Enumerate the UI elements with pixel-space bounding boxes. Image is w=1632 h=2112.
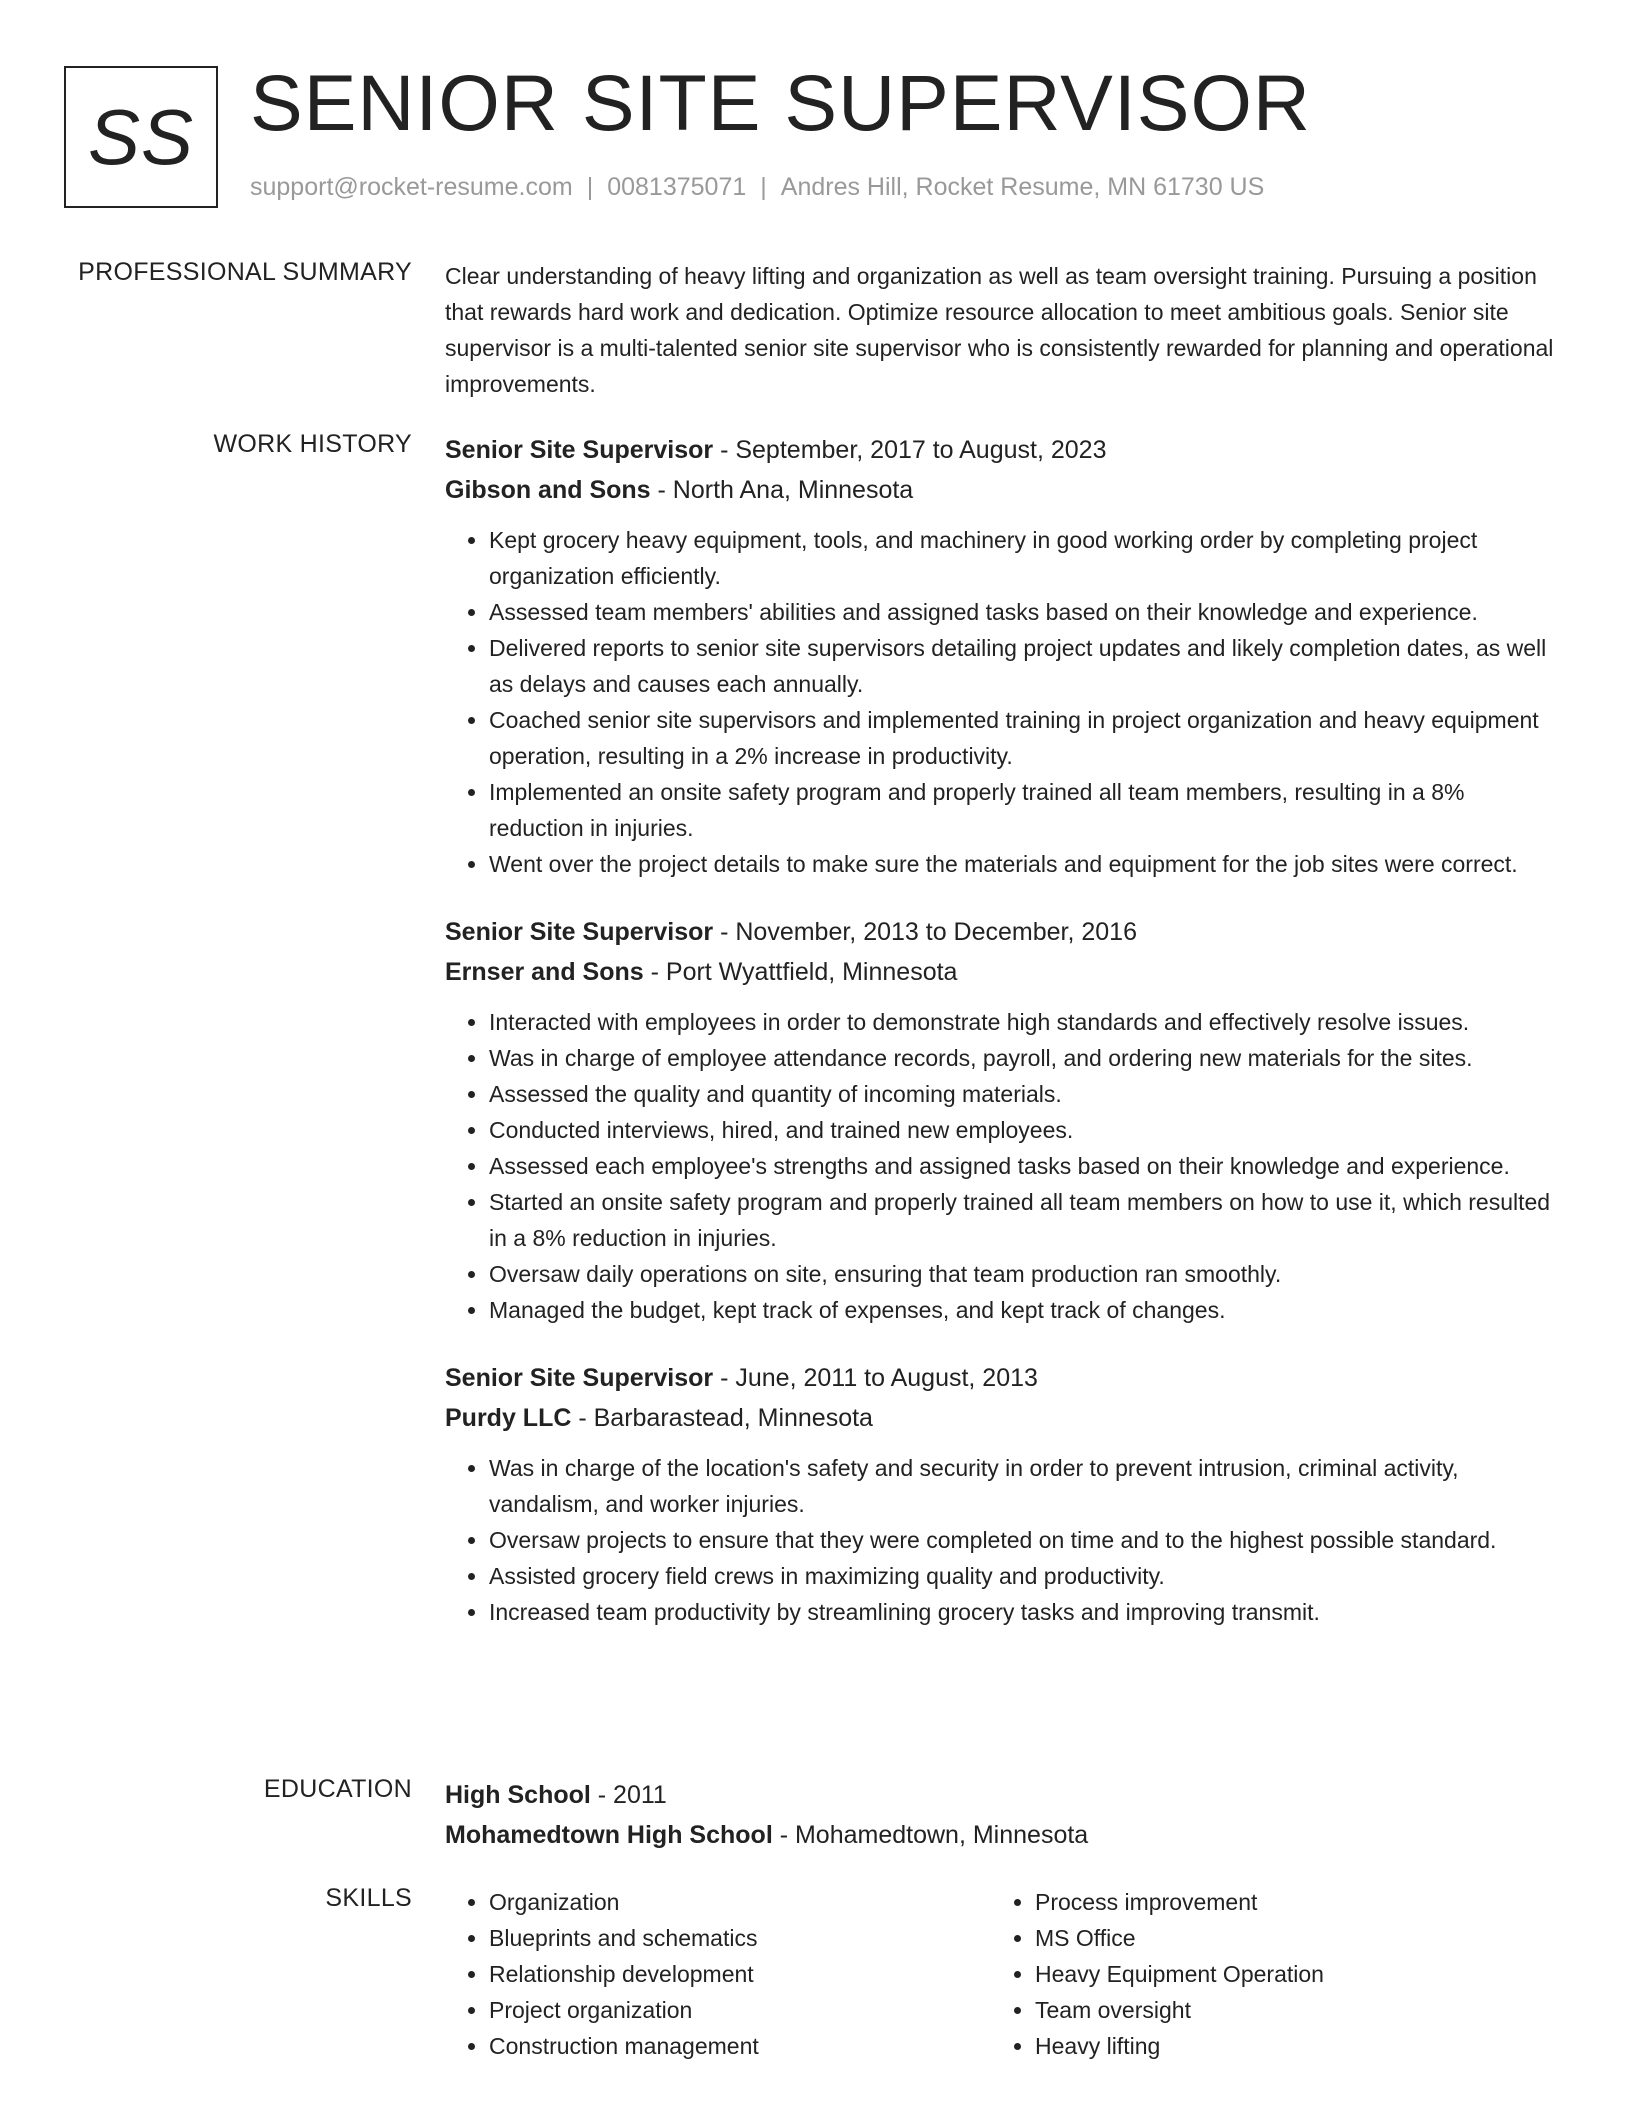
skill-item: • Project organization [489,1992,991,2028]
skill-item: • Organization [489,1884,991,1920]
job-bullet: • Assessed team members' abilities and assigned tasks based on their knowledge and experience. [489,594,1560,630]
skills-body [445,1884,1560,2064]
education-degree: High School [445,1781,591,1809]
skill-item: • Construction management [489,2028,991,2064]
job-bullet: • Started an onsite safety program and properly trained all team members on how to use it, which resulted in a 8% reduction in injuries. [489,1184,1560,1256]
page-title: SENIOR SITE SUPERVISOR [250,58,1311,147]
skill-item: • Blueprints and schematics [489,1920,991,1956]
summary-text: Clear understanding of heavy lifting and organization as well as team oversight training. Pursuing a position that rewards hard work and dedication. Optimize resource allocation to meet ambitious goals. Senior site supervisor is a multi-talented senior site supervisor who is consistently rewarded for planning and operational improvements. [445,263,1554,397]
job-bullet: • Assisted grocery field crews in maximizing quality and productivity. [489,1558,1560,1594]
contact-phone: 0081375071 [607,173,747,201]
job-bullet: • Oversaw daily operations on site, ensuring that team production ran smoothly. [489,1256,1560,1292]
contact-email: support@rocket-resume.com [250,173,573,201]
education-year: - 2011 [590,1781,667,1809]
job-company-line [445,952,1560,992]
skills-list-right [991,1884,1537,2064]
job-company: Ernser and Sons [445,958,644,986]
monogram-badge: SS [64,66,218,208]
job-bullet: • Delivered reports to senior site supervisors detailing project updates and likely completion dates, as well as delays and causes each annually. [489,630,1560,702]
job-bullet: • Implemented an onsite safety program and properly trained all team members, resulting in a 8% reduction in injuries. [489,774,1560,846]
job-location: - Barbarastead, Minnesota [571,1404,873,1432]
job-company-line [445,1398,1560,1438]
job-title: Senior Site Supervisor [445,436,714,464]
summary-body [445,258,1560,402]
job-title-line [445,1358,1560,1398]
job-entry [445,1358,1560,1630]
education-body [445,1775,1560,1855]
work-history-body [445,430,1560,1660]
contact-line [250,173,1264,202]
job-bullet: • Assessed the quality and quantity of incoming materials. [489,1076,1560,1112]
job-bullet: • Interacted with employees in order to demonstrate high standards and effectively resolve issues. [489,1004,1560,1040]
skill-item: • Process improvement [1035,1884,1537,1920]
job-bullet: • Coached senior site supervisors and implemented training in project organization and heavy equipment operation, resulting in a 2% increase in productivity. [489,702,1560,774]
section-heading-summary: PROFESSIONAL SUMMARY [78,258,412,286]
education-degree-line [445,1775,1560,1815]
job-company: Purdy LLC [445,1404,572,1432]
skill-item: • MS Office [1035,1920,1537,1956]
skill-item: • Heavy lifting [1035,2028,1537,2064]
job-bullet: • Managed the budget, kept track of expenses, and kept track of changes. [489,1292,1560,1328]
job-title: Senior Site Supervisor [445,918,714,946]
job-company: Gibson and Sons [445,476,651,504]
education-location: - Mohamedtown, Minnesota [772,1821,1089,1849]
job-bullet: • Assessed each employee's strengths and assigned tasks based on their knowledge and experience. [489,1148,1560,1184]
job-title-line [445,912,1560,952]
job-dates: - June, 2011 to August, 2013 [713,1364,1038,1392]
skills-columns [445,1884,1560,2064]
contact-address: Andres Hill, Rocket Resume, MN 61730 US [780,173,1265,201]
job-location: - North Ana, Minnesota [650,476,914,504]
skills-list-left [445,1884,991,2064]
skill-item: • Relationship development [489,1956,991,1992]
job-bullet-list [445,1450,1560,1630]
job-dates: - November, 2013 to December, 2016 [713,918,1137,946]
job-location: - Port Wyattfield, Minnesota [643,958,958,986]
job-bullet: • Oversaw projects to ensure that they were completed on time and to the highest possible standard. [489,1522,1560,1558]
job-bullet: • Conducted interviews, hired, and trained new employees. [489,1112,1560,1148]
job-entry [445,430,1560,882]
job-bullet: • Was in charge of the location's safety and security in order to prevent intrusion, criminal activity, vandalism, and worker injuries. [489,1450,1560,1522]
job-entry [445,912,1560,1328]
education-school-line [445,1815,1560,1855]
section-heading-skills: SKILLS [325,1884,412,1912]
skill-item: • Team oversight [1035,1992,1537,2028]
job-bullet: • Went over the project details to make sure the materials and equipment for the job sites were correct. [489,846,1560,882]
job-company-line [445,470,1560,510]
job-dates: - September, 2017 to August, 2023 [713,436,1107,464]
contact-separator: | [586,173,594,201]
job-bullet-list [445,522,1560,882]
section-heading-work-history: WORK HISTORY [213,430,412,458]
skill-item: • Heavy Equipment Operation [1035,1956,1537,1992]
job-bullet: • Kept grocery heavy equipment, tools, and machinery in good working order by completing project organization efficiently. [489,522,1560,594]
job-bullet: • Increased team productivity by streamlining grocery tasks and improving transmit. [489,1594,1560,1630]
job-title: Senior Site Supervisor [445,1364,714,1392]
contact-separator: | [760,173,767,201]
job-bullet: • Was in charge of employee attendance records, payroll, and ordering new materials for the sites. [489,1040,1560,1076]
job-bullet-list [445,1004,1560,1328]
job-title-line [445,430,1560,470]
section-heading-education: EDUCATION [263,1775,412,1803]
education-school: Mohamedtown High School [445,1821,773,1849]
